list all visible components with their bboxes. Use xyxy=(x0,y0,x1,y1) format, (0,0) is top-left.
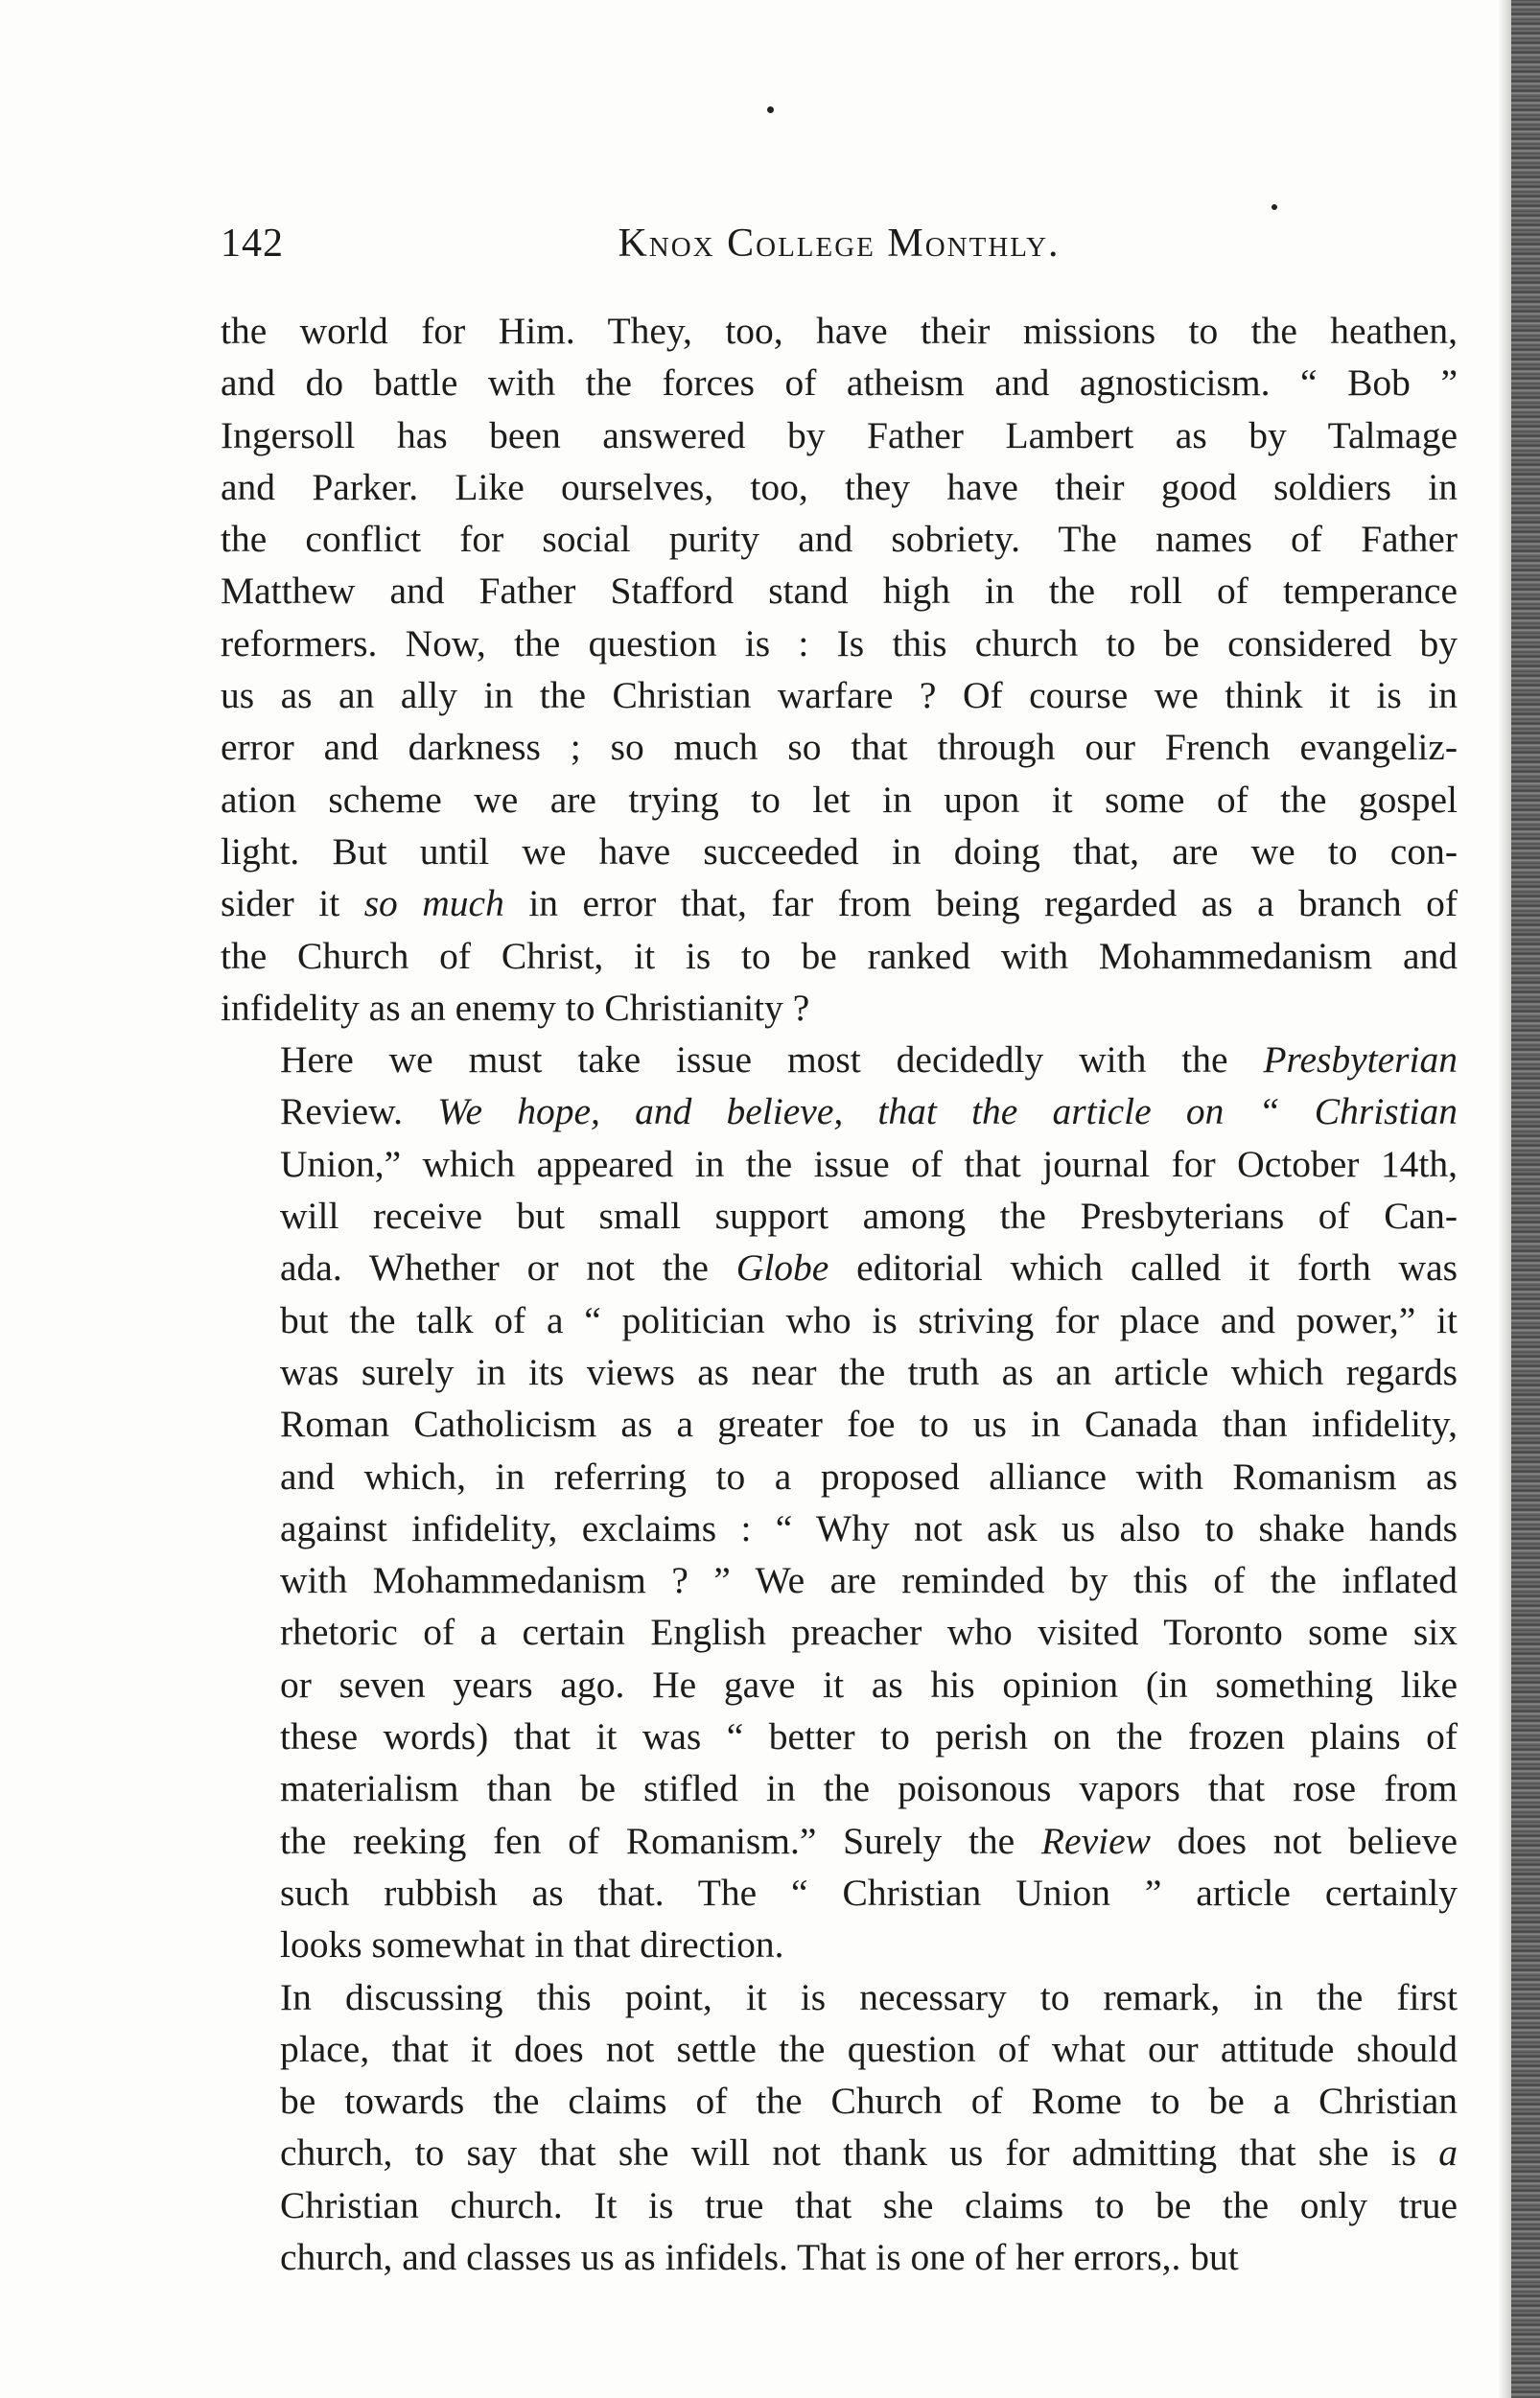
text-line: but the talk of a “ politician who is striving for place and power,” it xyxy=(280,1298,1458,1341)
ink-speck xyxy=(767,106,774,113)
text-line: reformers. Now, the question is : Is this church to be considered by xyxy=(221,621,1458,664)
text-line: Roman Catholicism as a greater foe to us in Canada than infidelity, xyxy=(280,1403,1458,1446)
text-line: and which, in referring to a proposed alliance with Romanism as xyxy=(280,1455,1458,1498)
text-line: looks somewhat in that direction. xyxy=(280,1923,784,1967)
italic-text: Review xyxy=(1040,1819,1151,1862)
text-line: the conflict for social purity and sobriety. The names of Father xyxy=(221,518,1458,561)
text-line: Christian church. It is true that she claims to be the only true xyxy=(280,2183,1458,2226)
text-line: church, to say that she will not thank us for admitting that she is a xyxy=(280,2131,1458,2175)
text-line: materialism than be stifled in the poisonous vapors that rose from xyxy=(280,1767,1458,1810)
text-line: place, that it does not settle the question of what our attitude should xyxy=(280,2027,1458,2070)
text-line: infidelity as an enemy to Christianity ? xyxy=(221,986,810,1029)
text-line: or seven years ago. He gave it as his opinion (in something like xyxy=(280,1663,1458,1706)
text-line: the Church of Christ, it is to be ranked with Mohammedanism and xyxy=(221,934,1458,977)
text-line: Here we must take issue most decidedly with the Presbyterian xyxy=(280,1038,1458,1082)
page-header xyxy=(221,221,1458,278)
text-line: Union,” which appeared in the issue of that journal for October 14th, xyxy=(280,1142,1458,1185)
italic-text: Presbyterian xyxy=(1263,1038,1458,1082)
text-line: with Mohammedanism ? ” We are reminded by this of the inflated xyxy=(280,1559,1458,1602)
italic-text: Globe xyxy=(735,1246,829,1290)
text-line: light. But until we have succeeded in doing that, are we to con- xyxy=(221,829,1458,873)
text-line: Matthew and Father Stafford stand high in the roll of temperance xyxy=(221,570,1458,613)
page-edge-scan-artifact xyxy=(1511,0,1540,2398)
text-line: Ingersoll has been answered by Father Lambert as by Talmage xyxy=(221,413,1458,456)
paragraph xyxy=(221,1034,1458,1970)
text-line: rhetoric of a certain English preacher who visited Toronto some six xyxy=(280,1611,1458,1654)
text-line: and do battle with the forces of atheism and agnosticism. “ Bob ” xyxy=(221,361,1458,405)
text-line: us as an ally in the Christian warfare ? Of course we think it is in xyxy=(221,674,1458,717)
italic-text: a xyxy=(1438,2131,1458,2175)
ink-speck xyxy=(1272,204,1277,210)
text-line: be towards the claims of the Church of Rome to be a Christian xyxy=(280,2080,1458,2123)
italic-text: so much xyxy=(363,882,504,925)
text-line: ada. Whether or not the Globe editorial which called it forth was xyxy=(280,1246,1458,1290)
page-number: 142 xyxy=(221,221,284,266)
page-shadow xyxy=(1498,0,1511,2398)
text-line: the world for Him. They, too, have their missions to the heathen, xyxy=(221,310,1458,352)
text-line: these words) that it was “ better to perish on the frozen plains of xyxy=(280,1715,1458,1758)
text-line: In discussing this point, it is necessary to remark, in the first xyxy=(280,1975,1458,2018)
text-line: such rubbish as that. The “ Christian Union ” article certainly xyxy=(280,1871,1458,1914)
text-line: Review. We hope, and believe, that the article on “ Christian xyxy=(280,1090,1458,1133)
text-line: ation scheme we are trying to let in upon it some of the gospel xyxy=(221,778,1458,821)
paragraph xyxy=(221,305,1458,1034)
text-line: against infidelity, exclaims : “ Why not ask us also to shake hands xyxy=(280,1506,1458,1549)
body-text xyxy=(221,305,1458,2283)
text-line: error and darkness ; so much so that through our French evangeliz- xyxy=(221,726,1458,769)
text-line: will receive but small support among the Presbyterians of Can- xyxy=(280,1195,1458,1238)
text-line: the reeking fen of Romanism.” Surely the Review does not believe xyxy=(280,1819,1458,1862)
text-line: church, and classes us as infidels. That is one of her errors,. but xyxy=(280,2235,1239,2278)
text-line: was surely in its views as near the truth as an article which regards xyxy=(280,1350,1458,1393)
paragraph xyxy=(221,1971,1458,2284)
italic-text: We hope, and believe, that the article on “ Christian xyxy=(402,1090,1458,1133)
text-line: and Parker. Like ourselves, too, they have their good soldiers in xyxy=(221,465,1458,508)
running-title: Knox College Monthly. xyxy=(618,221,1061,266)
text-line: sider it so much in error that, far from being regarded as a branch of xyxy=(221,882,1458,925)
